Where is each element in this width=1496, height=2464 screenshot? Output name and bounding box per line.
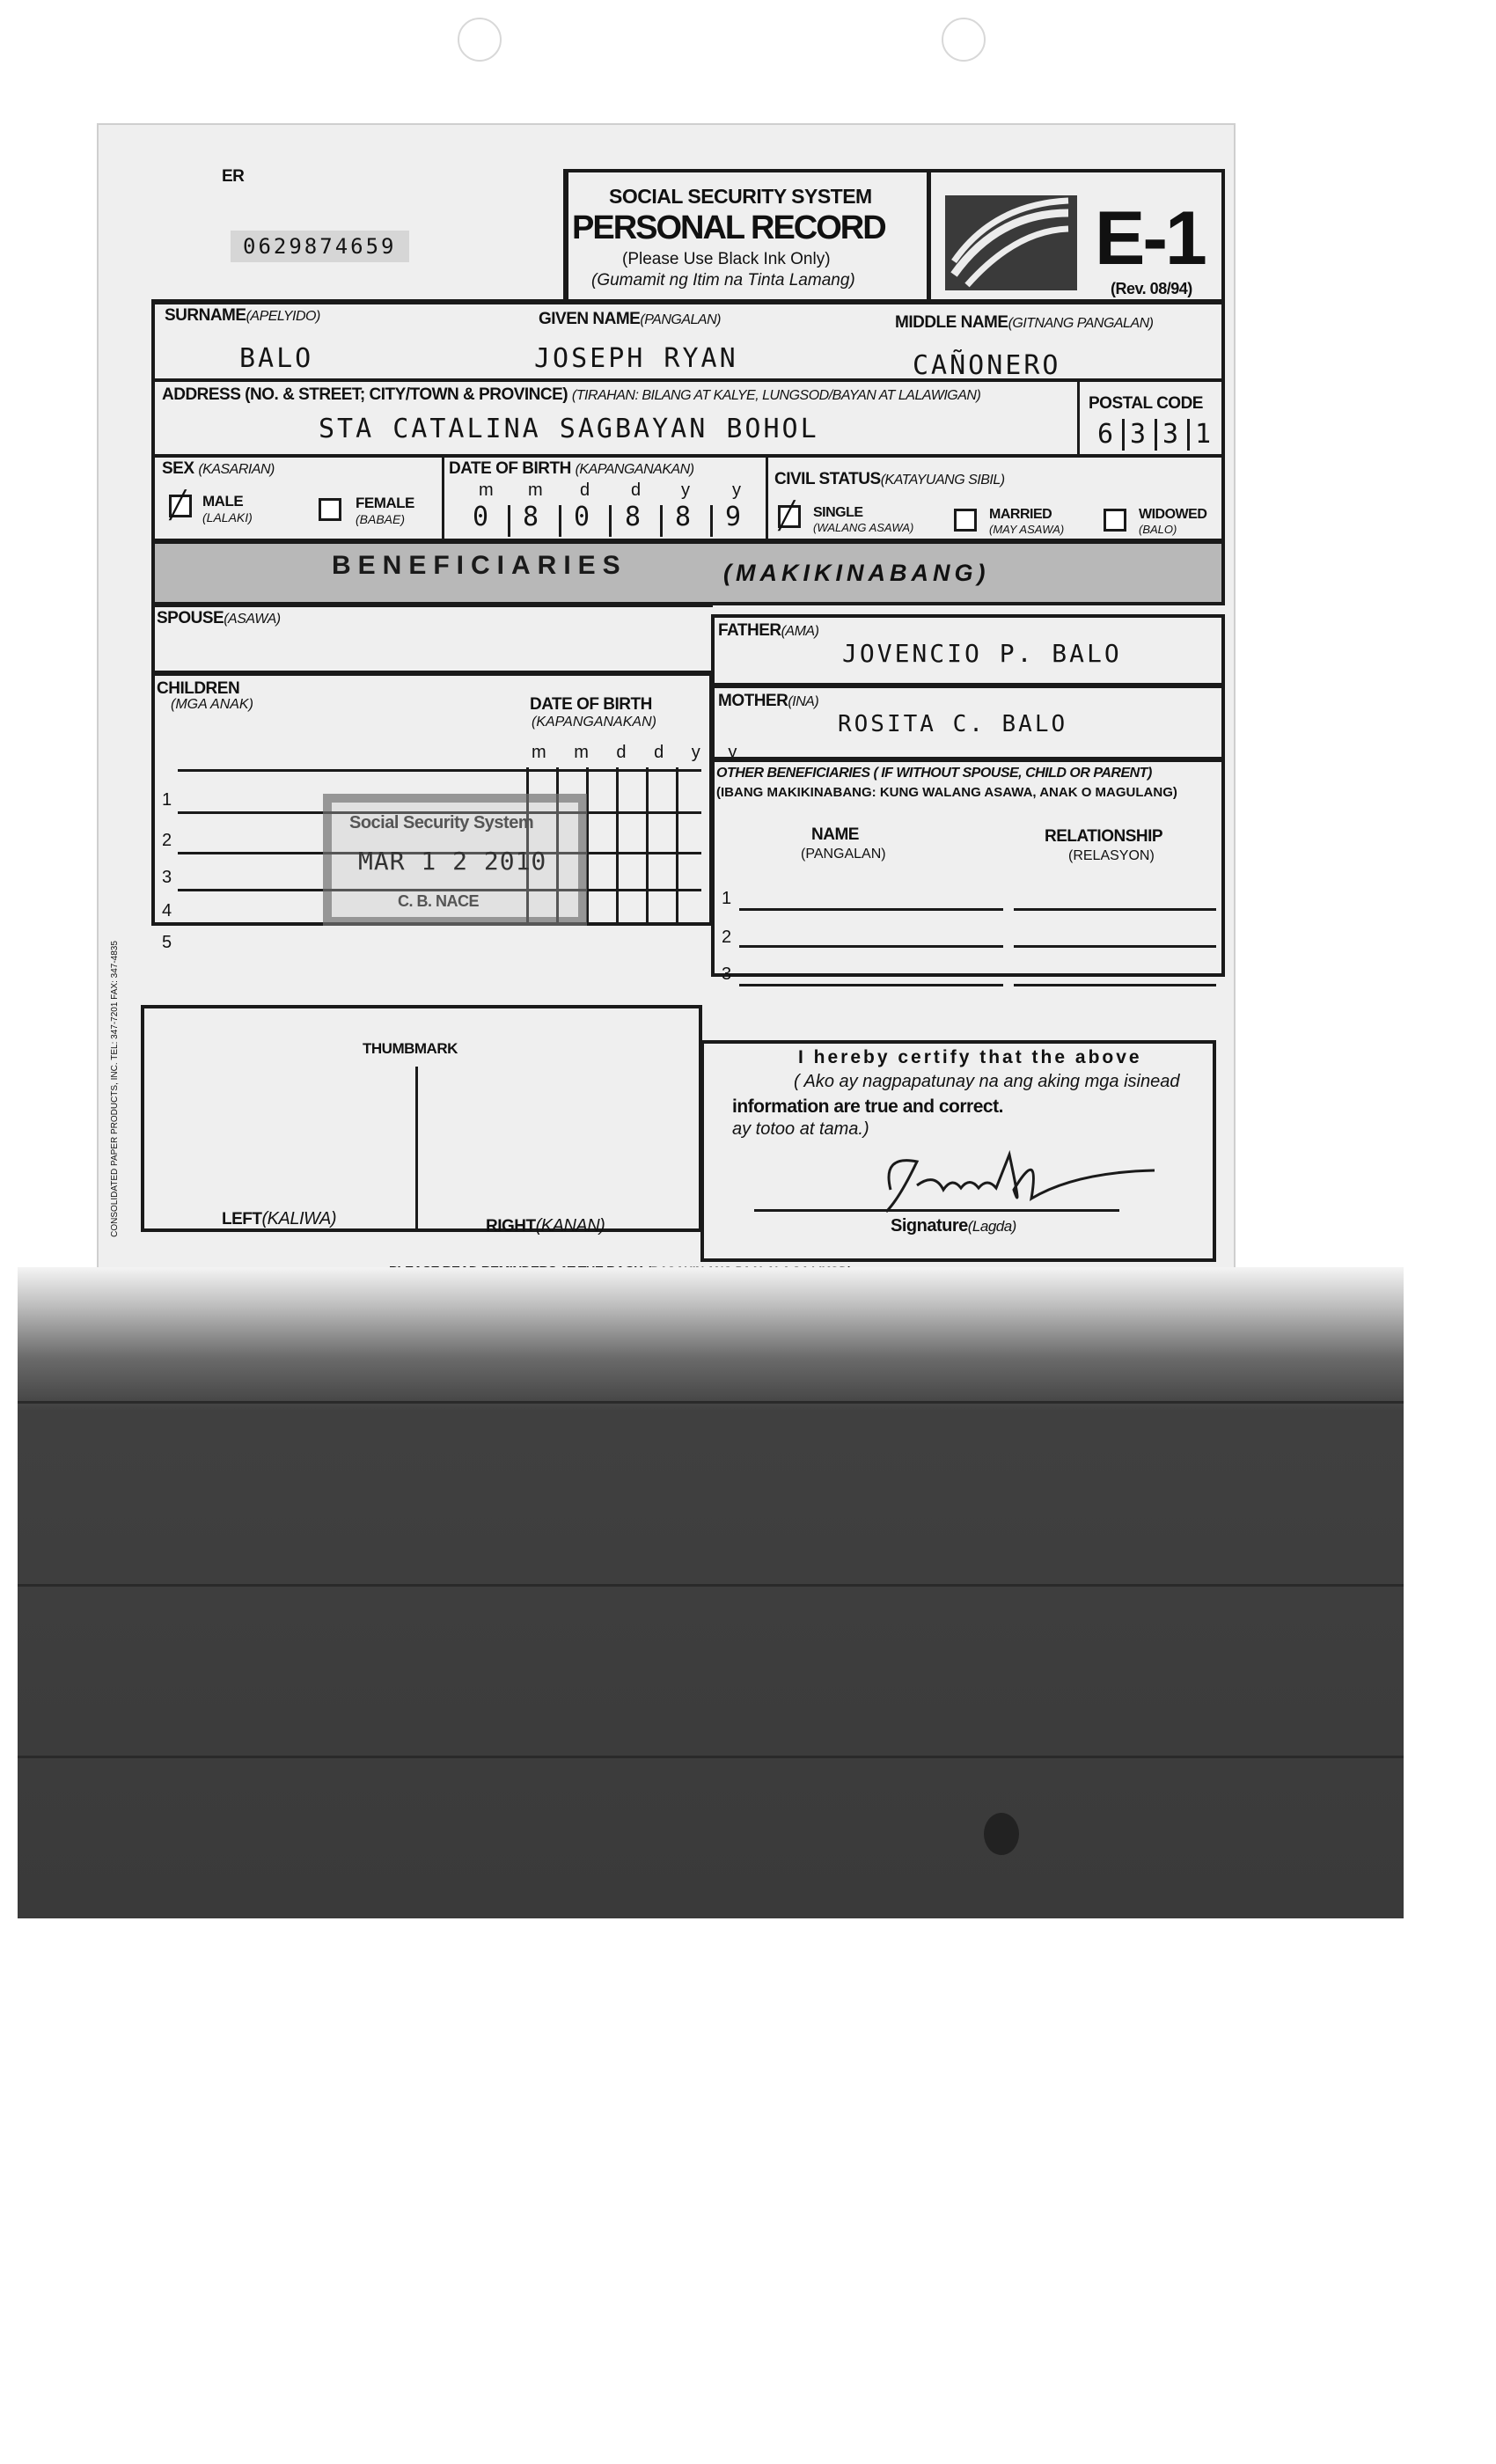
female-label: FEMALE [356, 495, 414, 511]
cert-line2: information are true and correct. [732, 1096, 1003, 1117]
sss-logo-icon [945, 195, 1077, 290]
punch-hole-left [458, 18, 502, 62]
scan-strip-line [18, 1584, 1404, 1587]
stamp-agency: Social Security System [349, 813, 534, 832]
postal-digit: 6 [1097, 419, 1117, 450]
other-number: 2 [722, 928, 732, 947]
female-checkbox[interactable] [319, 498, 341, 521]
other-number: 1 [722, 889, 732, 908]
scan-dark-band [18, 1267, 1404, 1918]
thumbmark-box [141, 1005, 702, 1232]
form-title: PERSONAL RECORD [572, 209, 885, 246]
surname-label: SURNAME(APELYIDO) [165, 306, 320, 325]
beneficiaries-banner [151, 540, 1225, 605]
child-dob-col [676, 767, 678, 926]
child-number: 4 [162, 901, 172, 920]
married-label: MARRIED [989, 507, 1052, 522]
sex-label: SEX (KASARIAN) [162, 459, 275, 478]
other-rel-line [1014, 945, 1216, 948]
address-value: STA CATALINA SAGBAYAN BOHOL [319, 414, 819, 444]
dob-digit: 8 [625, 502, 644, 532]
dob-head: y [681, 480, 690, 500]
child-line [178, 769, 701, 772]
postal-sep [1122, 419, 1125, 451]
signature-line [754, 1209, 1119, 1212]
middle-label: MIDDLE NAME(GITNANG PANGALAN) [895, 313, 1154, 332]
given-label: GIVEN NAME(PANGALAN) [539, 310, 721, 328]
stamp-date: MAR 1 2 2010 [358, 847, 547, 876]
single-sub: (WALANG ASAWA) [813, 521, 914, 534]
postal-digit: 1 [1195, 419, 1214, 450]
postal-label: POSTAL CODE [1089, 394, 1203, 413]
postal-divider [1077, 380, 1080, 456]
male-label: MALE [202, 493, 244, 510]
right-thumb-label: RIGHT(KANAN) [486, 1216, 605, 1236]
other-rel-line [1014, 908, 1216, 911]
dob-digit: 0 [473, 502, 492, 532]
cert-filipino2: ay totoo at tama.) [732, 1119, 869, 1139]
child-dob-sub: (KAPANGANAKAN) [532, 715, 656, 730]
scan-strip-line [18, 1756, 1404, 1758]
dob-head: d [580, 480, 590, 500]
married-sub: (MAY ASAWA) [989, 523, 1065, 536]
relationship-col-label: RELATIONSHIP [1045, 827, 1163, 846]
dob-head: m [528, 480, 543, 500]
dob-digit: 8 [523, 502, 542, 532]
form-revision: (Rev. 08/94) [1111, 280, 1192, 297]
dob-sep [609, 505, 612, 537]
beneficiaries-title: BENEFICIARIES [332, 551, 627, 580]
child-number: 1 [162, 790, 172, 810]
postal-sep [1155, 419, 1157, 451]
dob-sep [508, 505, 510, 537]
signature-scribble [864, 1137, 1181, 1225]
middle-value: CAÑONERO [913, 350, 1061, 381]
dob-sep [710, 505, 713, 537]
single-checkbox[interactable] [778, 505, 801, 528]
name-col-label: NAME [811, 825, 859, 844]
other-number: 3 [722, 964, 732, 984]
scan-smudge [984, 1813, 1019, 1855]
dob-divider [766, 456, 768, 540]
thumbmark-label: THUMBMARK [363, 1040, 458, 1057]
other-rel-line [1014, 984, 1216, 986]
cert-line1: I hereby certify that the above [798, 1047, 1142, 1067]
beneficiaries-subtitle: (MAKIKINABANG) [723, 560, 990, 586]
father-value: JOVENCIO P. BALO [842, 639, 1122, 668]
child-dob-heads: m m d d y y [532, 743, 749, 762]
scan-strip-line [18, 1401, 1404, 1404]
child-dob-col [646, 767, 649, 926]
dob-head: y [732, 480, 741, 500]
child-number: 2 [162, 831, 172, 850]
postal-digit: 3 [1162, 419, 1182, 450]
single-label: SINGLE [813, 505, 863, 520]
dob-sep [559, 505, 561, 537]
cert-filipino1: ( Ako ay nagpapatunay na ang aking mga isinead [794, 1072, 1180, 1091]
married-checkbox[interactable] [954, 509, 977, 532]
instruction-filipino: (Gumamit ng Itim na Tinta Lamang) [591, 271, 855, 290]
postal-sep [1187, 419, 1190, 451]
postal-digit: 3 [1130, 419, 1149, 450]
mother-label: MOTHER(INA) [718, 692, 819, 710]
ss-number-label: ER [222, 167, 245, 186]
other-name-line [739, 984, 1003, 986]
child-dob-col [616, 767, 619, 926]
surname-value: BALO [239, 343, 314, 374]
signature-label: Signature(Lagda) [891, 1216, 1016, 1236]
child-number: 3 [162, 868, 172, 887]
address-label: ADDRESS (NO. & STREET; CITY/TOWN & PROVINCE) (TIRAHAN: BILANG AT KALYE, LUNGSOD/BAYAN AT LALAWIGAN) [162, 385, 981, 404]
relationship-col-sub: (RELASYON) [1068, 848, 1155, 863]
punch-hole-right [942, 18, 986, 62]
name-col-sub: (PANGALAN) [801, 847, 886, 862]
children-label: CHILDREN [157, 679, 240, 698]
instruction-text: (Please Use Black Ink Only) [622, 250, 831, 268]
printer-credit: CONSOLIDATED PAPER PRODUCTS, INC. TEL: 347-7201 FAX: 347-4835 [109, 941, 120, 1237]
spouse-label: SPOUSE(ASAWA) [157, 609, 281, 627]
other-label: OTHER BENEFICIARIES ( IF WITHOUT SPOUSE, CHILD OR PARENT) [716, 766, 1152, 781]
ss-number: 0629874659 [231, 231, 409, 262]
dob-head: d [631, 480, 642, 500]
other-sub: (IBANG MAKIKINABANG: KUNG WALANG ASAWA, ANAK O MAGULANG) [716, 785, 1177, 800]
dob-digit: 0 [574, 502, 593, 532]
male-sub: (LALAKI) [202, 510, 253, 524]
female-sub: (BABAE) [356, 512, 406, 526]
e1-form-card [97, 123, 1236, 1297]
given-value: JOSEPH RYAN [534, 343, 738, 374]
civil-label: CIVIL STATUS(KATAYUANG SIBIL) [774, 470, 1005, 488]
dob-digit: 9 [725, 502, 744, 532]
child-number: 5 [162, 933, 172, 952]
left-thumb-label: LEFT(KALIWA) [222, 1209, 337, 1228]
widowed-checkbox[interactable] [1104, 509, 1126, 532]
dob-head: m [479, 480, 494, 500]
stamp-officer: C. B. NACE [398, 892, 480, 910]
widowed-label: WIDOWED [1139, 507, 1207, 522]
child-dob-label: DATE OF BIRTH [530, 695, 652, 714]
sex-divider [442, 456, 444, 540]
father-label: FATHER(AMA) [718, 621, 819, 640]
male-checkbox[interactable] [169, 495, 192, 517]
dob-label: DATE OF BIRTH (KAPANGANAKAN) [449, 459, 694, 478]
agency-label: SOCIAL SECURITY SYSTEM [609, 185, 872, 208]
dob-sep [660, 505, 663, 537]
other-name-line [739, 945, 1003, 948]
thumbmark-divider [415, 1067, 418, 1232]
children-sub: (MGA ANAK) [171, 697, 253, 712]
dob-digit: 8 [675, 502, 694, 532]
other-name-line [739, 908, 1003, 911]
widowed-sub: (BALO) [1139, 523, 1177, 536]
mother-value: ROSITA C. BALO [838, 711, 1068, 737]
form-code: E-1 [1095, 196, 1205, 281]
